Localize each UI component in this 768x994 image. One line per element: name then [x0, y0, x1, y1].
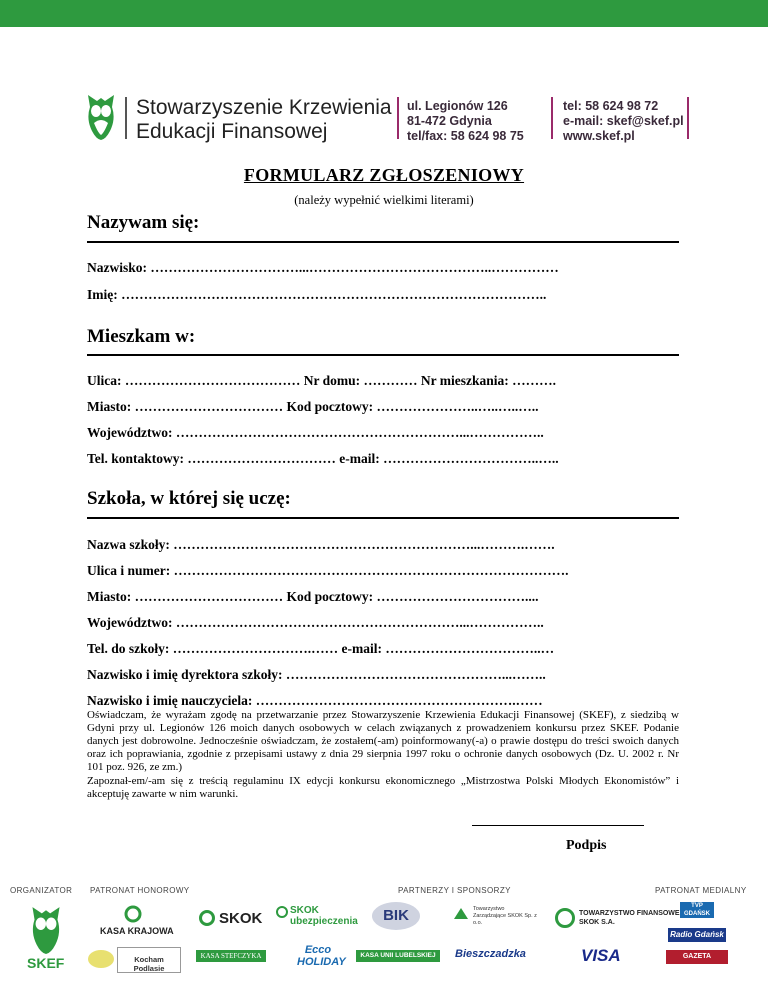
tfs-skok-icon — [555, 908, 575, 928]
field-city[interactable]: Miasto: …………………………… Kod pocztowy: …………………..…..…..….. — [87, 399, 539, 414]
field-school-name[interactable]: Nazwa szkoły: …………………………………………………………...……….……. — [87, 537, 555, 552]
field-school-city[interactable]: Miasto: …………………………… Kod pocztowy: …………………………….... — [87, 589, 539, 604]
org-name-line2: Edukacji Finansowej — [136, 120, 328, 143]
form-title: FORMULARZ ZGŁOSZENIOWY — [243, 165, 525, 185]
skef-footer-logo: SKEF — [27, 955, 65, 971]
contact-email: e-mail: skef@skef.pl — [563, 114, 684, 128]
address-city: 81-472 Gdynia — [407, 114, 492, 128]
section-rule — [87, 354, 679, 356]
field-street[interactable]: Ulica: ………………………………… Nr domu: ………… Nr mieszkania: ………. — [87, 373, 556, 388]
header-divider-pink-3 — [687, 97, 689, 139]
kasa-stefczyka-logo: KASA STEFCZYKA — [196, 950, 266, 962]
section-name-heading: Nazywam się: — [87, 212, 200, 233]
contact-website: www.skef.pl — [563, 129, 635, 143]
section-school-heading: Szkoła, w której się uczę: — [87, 488, 291, 509]
field-teacher-name[interactable]: Nazwisko i imię nauczyciela: ………………………………………………….…… — [87, 693, 543, 708]
section-address-heading: Mieszkam w: — [87, 326, 196, 347]
ecco-holiday-logo: Ecco HOLIDAY — [297, 944, 346, 968]
skok-tz-icon — [452, 905, 470, 923]
media-patronage-label: PATRONAT MEDIALNY — [655, 886, 747, 895]
field-phone-email[interactable]: Tel. kontaktowy: …………………………… e-mail: ……………………………..….. — [87, 451, 559, 466]
skef-owl-logo — [84, 93, 118, 141]
kocham-podlasie-box — [117, 947, 181, 973]
consent-data-processing: Oświadczam, że wyrażam zgodę na przetwarzanie przez Stowarzyszenie Krzewienia Edukacji Finansowej (SKEF), z siedzibą w Gdyni przy ul. Legionów 126 moich danych osobowych w celach związanych z prowadzeniem konkursu przez SKEF. Podanie danych jest dobrowolne. Jednocześnie oświadczam, że zostałem(-am) poinformowany(-a) o prawie dostępu do treści swoich danych oraz ich poprawiania, zgodnie z przepisami ustawy z dnia 29 sierpnia 1997 roku o ochronie danych osobowych (Dz. U. 2002 r. Nr 101 poz. 926, ze zm.) — [87, 709, 679, 773]
skef-footer-owl-icon — [28, 905, 64, 955]
field-school-street[interactable]: Ulica i numer: ……………………………………………………………………………. — [87, 563, 569, 578]
field-principal-name[interactable]: Nazwisko i imię dyrektora szkoły: …………………………………………...…….. — [87, 667, 546, 682]
honorary-patronage-label: PATRONAT HONOROWY — [90, 886, 190, 895]
address-block — [407, 99, 524, 144]
section-rule — [87, 517, 679, 519]
visa-logo: VISA — [581, 946, 621, 965]
podlasie-emblem-icon — [88, 950, 114, 968]
contact-block — [563, 99, 684, 144]
kasa-unii-lubelskiej-logo: KASA UNII LUBELSKIEJ — [356, 950, 440, 962]
header-divider-pink — [397, 97, 399, 139]
organizer-label: ORGANIZATOR — [10, 886, 73, 895]
kasa-krajowa-icon — [122, 905, 144, 923]
tfs-skok-logo: TOWARZYSTWO FINANSOWE SKOK S.A. — [579, 910, 680, 926]
org-name — [136, 96, 392, 144]
field-school-voivodeship[interactable]: Województwo: ………………………………………………………...…………….. — [87, 615, 544, 630]
header-divider — [125, 97, 127, 139]
skok-tz-logo: Towarzystwo Zarządzające SKOK Sp. z o.o. — [473, 906, 537, 926]
radio-gdansk-logo: Radio Gdańsk — [668, 928, 726, 942]
field-school-phone-email[interactable]: Tel. do szkoły: ………………………….…… e-mail: ……………………………..… — [87, 641, 555, 656]
field-first-name[interactable]: Imię: ………………………………………………………………………………….. — [87, 287, 547, 302]
contact-phone: tel: 58 624 98 72 — [563, 99, 659, 113]
skok-ubezpieczenia-logo: SKOK ubezpieczenia — [290, 905, 358, 927]
address-street: ul. Legionów 126 — [407, 99, 508, 113]
consent-regulations: Zapoznał-em/-am się z treścią regulaminu IX edycji konkursu ekonomicznego „Mistrzostwa Polski Młodych Ekonomistów” i akceptuję zawarte w nim warunki. — [87, 775, 679, 800]
top-green-bar — [0, 0, 768, 27]
address-phone: tel/fax: 58 624 98 75 — [407, 129, 524, 143]
gazeta-bankowa-logo: GAZETA BANKOWA — [666, 950, 728, 964]
bik-logo: BIK — [383, 907, 409, 924]
skok-ubezpieczenia-icon — [276, 906, 288, 918]
bik-badge — [372, 902, 420, 930]
section-rule — [87, 241, 679, 243]
signature-label: Podpis — [566, 838, 607, 853]
bieszczadzka-logo: Bieszczadzka — [455, 948, 526, 960]
form-subtitle: (należy wypełnić wielkimi literami) — [294, 193, 474, 207]
kasa-krajowa-logo: KASA KRAJOWA — [100, 926, 174, 936]
skok-icon — [199, 910, 215, 926]
kocham-podlasie-logo: Kocham Podlasie — [133, 955, 165, 973]
org-name-line1: Stowarzyszenie Krzewienia — [136, 96, 392, 119]
signature-line[interactable] — [472, 825, 644, 826]
field-surname[interactable]: Nazwisko: ……………………………...…………………………………..…………… — [87, 260, 559, 275]
partners-label: PARTNERZY I SPONSORZY — [398, 886, 511, 895]
field-voivodeship[interactable]: Województwo: ………………………………………………………...…………….. — [87, 425, 544, 440]
header-divider-pink-2 — [551, 97, 553, 139]
tvp-gdansk-logo: TVP GDAŃSK — [680, 902, 714, 918]
skok-logo: SKOK — [219, 910, 263, 927]
